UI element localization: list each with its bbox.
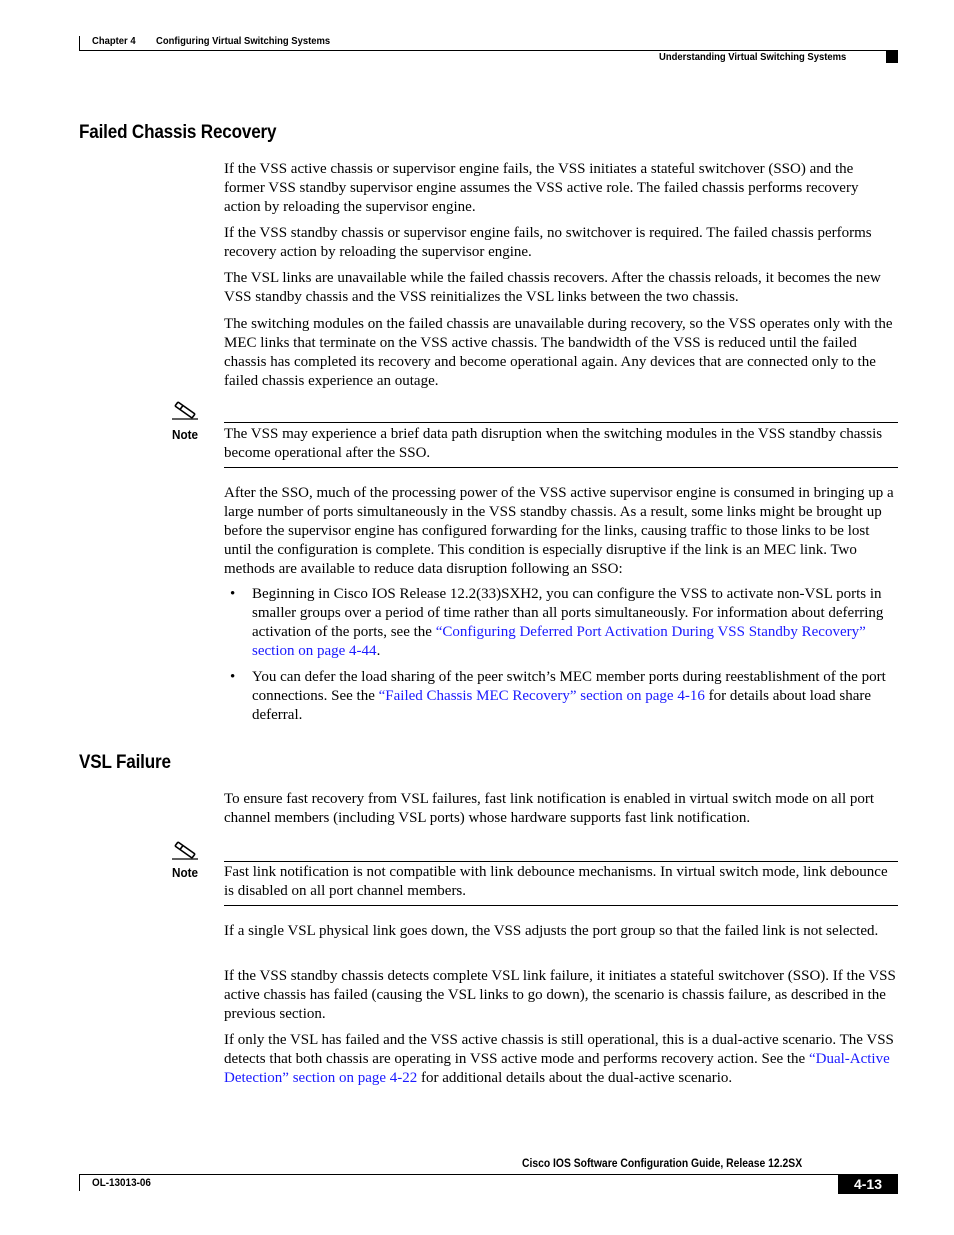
note-bottom-rule	[224, 467, 898, 468]
link-dual-active-detection[interactable]: “Dual-Active Detection” section on page 4-22	[224, 1050, 890, 1086]
header-section: Understanding Virtual Switching Systems	[659, 51, 847, 63]
section-heading-vsl-failure: VSL Failure	[79, 752, 171, 773]
link-failed-chassis-mec-recovery[interactable]: “Failed Chassis MEC Recovery” section on page 4-16	[378, 687, 705, 704]
footer-left-bar	[79, 1174, 80, 1191]
note-top-rule	[224, 422, 898, 423]
note-bottom-rule	[224, 905, 898, 906]
paragraph: After the SSO, much of the processing power of the VSS active supervisor engine is consumed in bringing up a large number of ports simultaneously in the VSS standby chassis. As a result, some links might be brought up before the supervisor engine has configured forwarding for the links, causing traffic to those links to be lost until the configuration is complete. This condition is especially disruptive if the link is an MEC link. Two methods are available to reduce data disruption following an SSO:	[224, 485, 894, 577]
bullet-dot: •	[230, 586, 236, 602]
note-text: The VSS may experience a brief data path disruption when the switching modules in the VSS standby chassis become operational after the SSO.	[224, 426, 883, 461]
link-deferred-port-activation[interactable]: “Configuring Deferred Port Activation During VSS Standby Recovery” section on page 4-44	[252, 623, 866, 659]
note-label: Note	[172, 427, 199, 442]
footer-rule	[79, 1174, 839, 1175]
header-left-bar	[79, 36, 80, 51]
note-text: Fast link notification is not compatible with link debounce mechanisms. In virtual switch mode, link debounce is disabled on all port channel members.	[224, 864, 888, 899]
paragraph: The VSL links are unavailable while the failed chassis recovers. After the chassis reloads, it becomes the new VSS standby chassis and the VSS reinitializes the VSL links between the two chassis.	[224, 270, 881, 305]
paragraph: If the VSS standby chassis or supervisor engine fails, no switchover is required. The failed chassis performs recovery action by reloading the supervisor engine.	[224, 225, 872, 260]
bullet-item: Beginning in Cisco IOS Release 12.2(33)SXH2, you can configure the VSS to activate non-VSL ports in smaller groups over a period of time rather than all ports simultaneously. For information about deferring activation of the ports, see the “Configuring Deferred Port Activation During VSS Standby Recovery” section on page 4-44.	[252, 586, 884, 659]
paragraph: The switching modules on the failed chassis are unavailable during recovery, so the VSS operates only with the MEC links that terminate on the VSS active chassis. The bandwidth of the VSS is reduced until the failed chassis has completed its recovery and become operational again. Any devices that are connected only to the failed chassis experience an outage.	[224, 316, 893, 389]
header-marker-block	[886, 51, 898, 63]
footer-guide-title: Cisco IOS Software Configuration Guide, Release 12.2SX	[522, 1158, 803, 1170]
paragraph: If a single VSL physical link goes down, the VSS adjusts the port group so that the failed link is not selected.	[224, 923, 879, 939]
paragraph: If the VSS standby chassis detects complete VSL link failure, it initiates a stateful switchover (SSO). If the VSS active chassis has failed (causing the VSL links to go down), the scenario is chassis failure, as described in the previous section.	[224, 968, 896, 1022]
page-number: 4-13	[838, 1174, 898, 1194]
section-heading-failed-chassis-recovery: Failed Chassis Recovery	[79, 122, 277, 143]
header-chapter: Chapter 4	[92, 35, 136, 47]
paragraph: If only the VSL has failed and the VSS active chassis is still operational, this is a dual-active scenario. The VSS detects that both chassis are operating in VSS active mode and performs recovery action. See the “Dual-Active Detection” section on page 4-22 for additional details about the dual-active scenario.	[224, 1032, 894, 1086]
bullet-item: You can defer the load sharing of the peer switch’s MEC member ports during reestablishment of the port connections. See the “Failed Chassis MEC Recovery” section on page 4-16 for details about load share deferral.	[252, 669, 886, 723]
note-pencil-icon	[170, 838, 200, 860]
bullet-dot: •	[230, 669, 236, 685]
note-label: Note	[172, 865, 199, 880]
paragraph: If the VSS active chassis or supervisor engine fails, the VSS initiates a stateful switchover (SSO) and the former VSS standby supervisor engine assumes the VSS active role. The failed chassis performs recovery action by reloading the supervisor engine.	[224, 161, 859, 215]
note-top-rule	[224, 861, 898, 862]
note-pencil-icon	[170, 398, 200, 420]
paragraph: To ensure fast recovery from VSL failures, fast link notification is enabled in virtual switch mode on all port channel members (including VSL ports) whose hardware supports fast link notification.	[224, 791, 875, 826]
footer-doc-id: OL-13013-06	[92, 1177, 151, 1189]
header-chapter-title: Configuring Virtual Switching Systems	[156, 35, 331, 47]
